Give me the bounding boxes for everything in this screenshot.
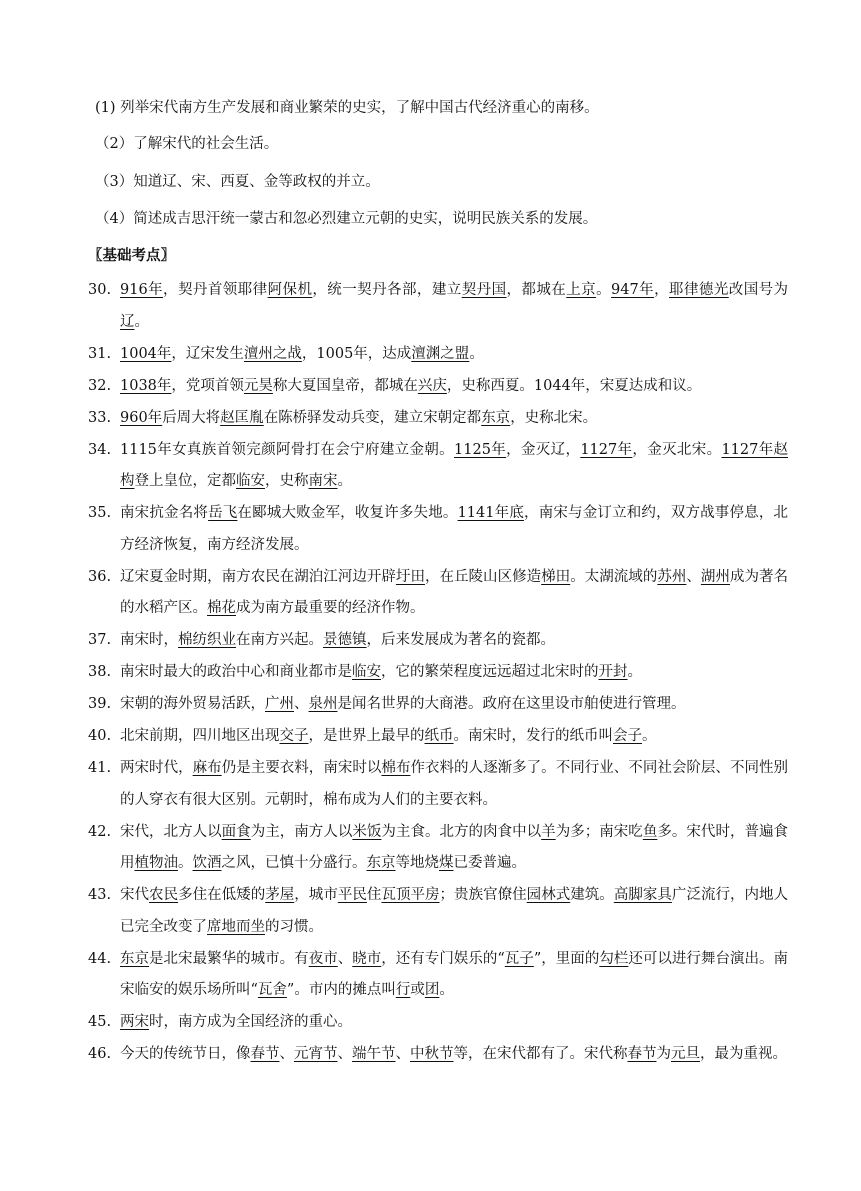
- item-text: [120, 721, 788, 753]
- text-segment: ，都城在: [506, 282, 567, 298]
- knowledge-point-item: [88, 435, 788, 498]
- text-segment: 、: [395, 1046, 410, 1062]
- text-segment: 的习惯。: [265, 918, 323, 935]
- text-segment: 、: [337, 1046, 352, 1062]
- text-segment: ，南宋与金订立和约，双方战事停息，北方经济恢复，南方经济发展。: [120, 505, 789, 553]
- text-segment: ，史称北宋。: [510, 409, 598, 426]
- knowledge-point-item: [88, 371, 788, 403]
- text-segment: 为主食。北方的肉食中以: [381, 823, 542, 840]
- underlined-term: 平民: [337, 887, 367, 903]
- text-segment: 广泛流行，内地人已完全改变了: [120, 887, 789, 935]
- item-text: [120, 689, 788, 721]
- knowledge-point-item: [88, 689, 788, 721]
- item-text: [120, 403, 788, 435]
- text-segment: ”。市内的摊点叫: [286, 982, 396, 998]
- underlined-term: 中秋节: [410, 1046, 454, 1062]
- underlined-term: 元宵节: [294, 1046, 338, 1062]
- item-number: 38.: [88, 664, 112, 680]
- underlined-term: 1004年: [120, 345, 172, 362]
- text-segment: 。太湖流域的: [570, 568, 658, 585]
- text-segment: 是闻名世界的大商港。政府在这里设市舶使进行管理。: [337, 696, 686, 712]
- requirement-4: （4）简述成吉思汗统一蒙古和忽必烈建立元朝的史实，说明民族关系的发展。: [95, 211, 598, 227]
- underlined-term: 棉布: [381, 760, 411, 776]
- underlined-term: 席地而坐: [207, 918, 265, 935]
- text-segment: 。: [642, 728, 657, 744]
- text-segment: ，党项首领: [171, 377, 244, 394]
- text-segment: ，城市: [294, 887, 338, 903]
- knowledge-point-item: [88, 625, 788, 657]
- item-text: [120, 435, 788, 498]
- text-segment: 、: [337, 950, 353, 967]
- text-segment: ；贵族官僚住: [439, 887, 527, 903]
- underlined-term: 赵匡胤: [220, 409, 264, 426]
- knowledge-point-item: [88, 498, 788, 561]
- text-segment: 多住在低矮的: [178, 887, 266, 903]
- text-segment: 是北宋最繁华的城市。有: [149, 950, 309, 967]
- knowledge-point-item: [88, 753, 788, 816]
- underlined-term: 煤: [439, 855, 454, 871]
- item-number: 30.: [88, 282, 112, 298]
- item-text: [120, 1007, 788, 1039]
- text-segment: 。: [134, 313, 149, 330]
- underlined-term: 元昊: [243, 377, 273, 394]
- underlined-term: 东京: [481, 409, 511, 426]
- underlined-term: 棉花: [207, 600, 236, 616]
- text-segment: 。: [178, 855, 193, 871]
- underlined-term: 会子: [613, 728, 642, 744]
- underlined-term: 阿保机: [267, 282, 313, 298]
- text-segment: 辽宋夏金时期，南方农民在湖泊江河边开辟: [120, 568, 396, 585]
- underlined-term: 947年: [611, 282, 655, 298]
- text-segment: ”，里面的: [533, 950, 600, 967]
- text-segment: ，金灭北宋。: [632, 441, 722, 458]
- text-segment: 。: [469, 345, 484, 362]
- text-segment: 宋朝的海外贸易活跃，: [120, 696, 265, 712]
- text-segment: 仍是主要衣料，南宋时以: [221, 760, 382, 776]
- knowledge-point-item: [88, 1007, 788, 1039]
- underlined-term: 园林式: [526, 887, 571, 903]
- underlined-term: 两宋: [120, 1014, 149, 1030]
- item-text: [120, 817, 788, 880]
- underlined-term: 耶律德光: [669, 282, 729, 298]
- underlined-term: 瓦舍: [257, 982, 287, 998]
- text-segment: 已委普遍。: [453, 855, 526, 871]
- text-segment: ，是世界上最早的: [308, 728, 425, 744]
- underlined-term: 圩田: [395, 568, 425, 585]
- knowledge-point-list: [88, 275, 788, 1071]
- underlined-term: 辽: [120, 313, 135, 330]
- text-segment: ，史称: [265, 473, 309, 489]
- underlined-term: 临安: [352, 664, 381, 680]
- underlined-term: 面食: [221, 823, 251, 840]
- text-segment: 成为南方最重要的经济作物。: [236, 600, 425, 616]
- knowledge-point-item: [88, 880, 788, 943]
- item-number: 34.: [88, 441, 112, 458]
- underlined-term: 1141年底: [457, 505, 525, 521]
- underlined-term: 澶渊之盟: [411, 345, 470, 362]
- text-segment: 南宋时最大的政治中心和商业都市是: [120, 664, 352, 680]
- text-segment: 南宋时，: [120, 632, 178, 648]
- underlined-term: 澶州之战: [243, 345, 302, 362]
- text-segment: 时，南方成为全国经济的重心。: [149, 1014, 352, 1030]
- underlined-term: 景德镇: [323, 632, 367, 648]
- item-number: 36.: [88, 568, 112, 585]
- item-text: [120, 275, 788, 338]
- underlined-term: 春节: [627, 1046, 657, 1062]
- text-segment: ，后来发展成为著名的瓷都。: [366, 632, 555, 648]
- text-segment: 建筑。: [570, 887, 614, 903]
- text-segment: 还可以进行舞台演出。南宋临安的娱乐场所叫“: [120, 950, 789, 998]
- text-segment: 多。宋代时，普遍食用: [120, 823, 789, 871]
- underlined-term: 茅屋: [265, 887, 295, 903]
- text-segment: 今天的传统节日，像: [120, 1046, 251, 1062]
- item-number: 33.: [88, 409, 112, 426]
- text-segment: ，1005年，达成: [301, 345, 412, 362]
- text-segment: 作衣料的人逐渐多了。不同行业、不同社会阶层、不同性别的人穿衣有很大区别。元朝时，棉布成为人们的主要衣料。: [120, 760, 789, 808]
- item-number: 31.: [88, 345, 112, 362]
- item-text: [120, 498, 788, 561]
- text-segment: 成为著名的水稻产区。: [120, 568, 789, 616]
- text-segment: 两宋时代，: [120, 760, 193, 776]
- text-segment: 宋代，北方人以: [120, 823, 222, 840]
- text-segment: 在陈桥驿发动兵变，建立宋朝定都: [263, 409, 482, 426]
- underlined-term: 苏州: [657, 568, 687, 585]
- text-segment: 、: [279, 1046, 294, 1062]
- text-segment: 。: [439, 982, 454, 998]
- underlined-term: 1127年: [580, 441, 633, 458]
- text-segment: 改国号为: [728, 282, 789, 298]
- section-heading: 〖基础考点〗: [88, 247, 175, 264]
- knowledge-point-item: [88, 275, 788, 338]
- text-segment: 宋代: [120, 887, 150, 903]
- item-number: 32.: [88, 377, 112, 394]
- underlined-term: 麻布: [192, 760, 222, 776]
- text-segment: 、: [686, 568, 701, 585]
- underlined-term: 高脚家具: [613, 887, 672, 903]
- underlined-term: 米饭: [352, 823, 382, 840]
- requirement-2: （2）了解宋代的社会生活。: [95, 136, 279, 152]
- item-text: [120, 944, 788, 1007]
- item-number: 44.: [88, 950, 112, 967]
- underlined-term: 农民: [149, 887, 179, 903]
- underlined-term: 瓦子: [504, 950, 534, 967]
- item-number: 45.: [88, 1014, 112, 1030]
- underlined-term: 泉州: [308, 696, 338, 712]
- item-number: 35.: [88, 505, 112, 521]
- underlined-term: 兴庆: [417, 377, 447, 394]
- item-text: [120, 1039, 788, 1071]
- text-segment: ，统一契丹各部，建立: [312, 282, 462, 298]
- text-segment: 。: [627, 664, 642, 680]
- item-number: 41.: [88, 760, 112, 776]
- item-number: 37.: [88, 632, 112, 648]
- knowledge-point-item: [88, 1039, 788, 1071]
- underlined-term: 1125年: [454, 441, 507, 458]
- text-segment: 称大夏国皇帝，都城在: [272, 377, 418, 394]
- underlined-term: 元旦: [671, 1046, 700, 1062]
- knowledge-point-item: [88, 817, 788, 880]
- text-segment: 登上皇位，定都: [134, 473, 236, 489]
- underlined-term: 上京: [566, 282, 597, 298]
- underlined-term: 1127年赵构: [120, 441, 789, 489]
- underlined-term: 梯田: [541, 568, 571, 585]
- item-text: [120, 753, 788, 816]
- text-segment: 南宋抗金名将: [120, 505, 209, 521]
- text-segment: ，它的繁荣程度远远超过北宋时的: [381, 664, 599, 680]
- text-segment: ，在丘陵山区修造: [424, 568, 542, 585]
- item-number: 46.: [88, 1046, 112, 1062]
- knowledge-point-item: [88, 403, 788, 435]
- underlined-term: 棉纺织业: [178, 632, 236, 648]
- underlined-term: 960年: [120, 409, 163, 426]
- text-segment: ，契丹首领耶律: [163, 282, 268, 298]
- text-segment: 、: [294, 696, 309, 712]
- text-segment: 。: [337, 473, 352, 489]
- underlined-term: 岳飞: [208, 505, 238, 521]
- underlined-term: 纸币: [424, 728, 454, 744]
- underlined-term: 契丹国: [461, 282, 507, 298]
- text-segment: 为主，南方人以: [250, 823, 353, 840]
- text-segment: 在南方兴起。: [236, 632, 323, 648]
- requirement-1: (1) 列举宋代南方生产发展和商业繁荣的史实，了解中国古代经济重心的南移。: [95, 100, 599, 116]
- item-text: [120, 371, 788, 403]
- item-number: 39.: [88, 696, 112, 712]
- knowledge-point-item: [88, 657, 788, 689]
- underlined-term: 端午节: [352, 1046, 396, 1062]
- text-segment: ，还有专门娱乐的“: [381, 950, 505, 967]
- text-segment: 北宋前期，四川地区出现: [120, 728, 280, 744]
- underlined-term: 广州: [265, 696, 294, 712]
- item-number: 40.: [88, 728, 112, 744]
- underlined-term: 夜市: [308, 950, 338, 967]
- underlined-term: 开封: [598, 664, 628, 680]
- knowledge-point-item: [88, 944, 788, 1007]
- underlined-term: 勾栏: [599, 950, 629, 967]
- underlined-term: 916年: [120, 282, 164, 298]
- underlined-term: 团: [424, 982, 440, 998]
- underlined-term: 饮酒: [192, 855, 222, 871]
- text-segment: 住: [366, 887, 382, 903]
- item-text: [120, 625, 788, 657]
- item-text: [120, 562, 788, 625]
- item-number: 43.: [88, 887, 112, 903]
- text-segment: ，金灭辽，: [506, 441, 581, 458]
- text-segment: 。南宋时，发行的纸币叫: [453, 728, 613, 744]
- underlined-term: 东京: [366, 855, 396, 871]
- text-segment: 或: [410, 982, 425, 998]
- underlined-term: 交子: [279, 728, 309, 744]
- text-segment: 在郾城大败金军，收复许多失地。: [237, 505, 458, 521]
- text-segment: 为多；南宋吃: [555, 823, 643, 840]
- text-segment: 后周大将: [162, 409, 221, 426]
- text-segment: 1115年女真族首领完颜阿骨打在会宁府建立金朝。: [120, 441, 455, 458]
- underlined-term: 临安: [236, 473, 265, 489]
- text-segment: 等地烧: [395, 855, 439, 871]
- underlined-term: 湖州: [700, 568, 730, 585]
- underlined-term: 1038年: [120, 377, 172, 394]
- knowledge-point-item: [88, 339, 788, 371]
- underlined-term: 晓市: [352, 950, 382, 967]
- item-number: 42.: [88, 823, 112, 840]
- underlined-term: 瓦顶平房: [381, 887, 440, 903]
- text-segment: ，史称西夏。1044年，宋夏达成和议。: [446, 377, 702, 394]
- item-text: [120, 657, 788, 689]
- text-segment: 。: [596, 282, 612, 298]
- underlined-term: 东京: [120, 950, 150, 967]
- text-segment: 之风，已慎十分盛行。: [221, 855, 367, 871]
- underlined-term: 鱼: [642, 823, 658, 840]
- knowledge-point-item: [88, 721, 788, 753]
- text-segment: ，: [654, 282, 670, 298]
- text-segment: 等，在宋代都有了。宋代称: [453, 1046, 628, 1062]
- underlined-term: 植物油: [134, 855, 178, 871]
- underlined-term: 行: [395, 982, 411, 998]
- underlined-term: 南宋: [308, 473, 338, 489]
- underlined-term: 春节: [250, 1046, 280, 1062]
- item-text: [120, 339, 788, 371]
- text-segment: ，最为重视。: [700, 1046, 787, 1062]
- knowledge-point-item: [88, 562, 788, 625]
- text-segment: ，辽宋发生: [171, 345, 244, 362]
- text-segment: 为: [656, 1046, 671, 1062]
- underlined-term: 羊: [541, 823, 556, 840]
- requirement-3: （3）知道辽、宋、西夏、金等政权的并立。: [95, 174, 380, 190]
- item-text: [120, 880, 788, 943]
